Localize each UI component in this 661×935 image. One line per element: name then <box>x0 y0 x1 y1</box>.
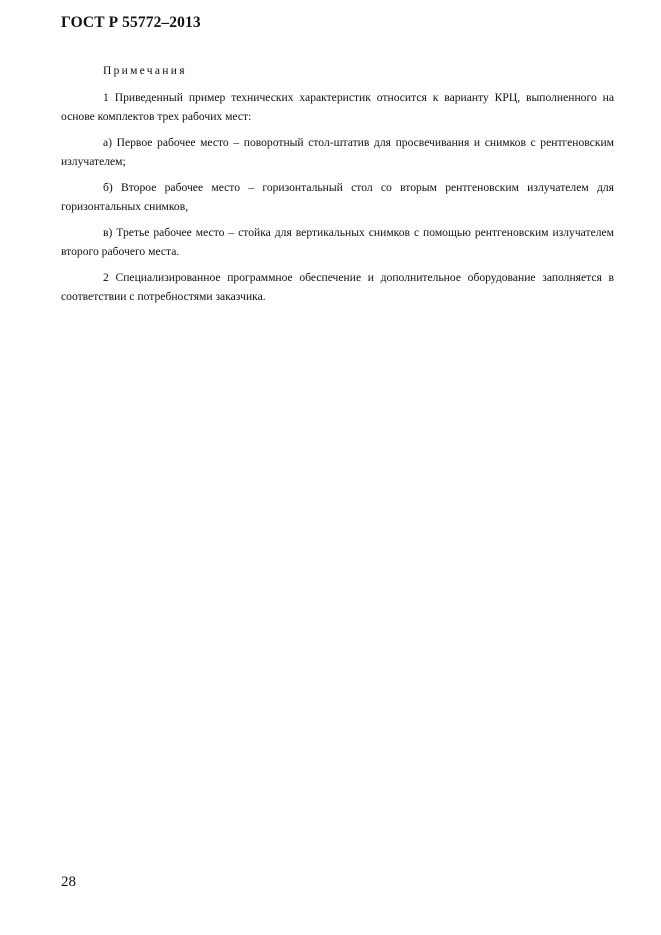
page-number: 28 <box>61 874 76 890</box>
notes-title: Примечания <box>103 65 187 77</box>
notes-section <box>61 64 614 313</box>
document-header-standard-code: ГОСТ Р 55772–2013 <box>61 14 201 31</box>
note-paragraph-1: 1 Приведенный пример технических характеристик относится к варианту КРЦ, выполненного на основе комплектов трех рабочих мест: <box>61 91 614 123</box>
note-paragraph-c: в) Третье рабочее место – стойка для вертикальных снимков с помощью рентгеновским излучателем второго рабочего места. <box>61 226 614 258</box>
note-paragraph-a: а) Первое рабочее место – поворотный стол-штатив для просвечивания и снимков с рентгеновским излучателем; <box>61 136 614 168</box>
note-paragraph-2: 2 Специализированное программное обеспечение и дополнительное оборудование заполняется в соответствии с потребностями заказчика. <box>61 271 614 303</box>
note-paragraph-b: б) Второе рабочее место – горизонтальный стол со вторым рентгеновским излучателем для горизонтальных снимков, <box>61 181 614 213</box>
